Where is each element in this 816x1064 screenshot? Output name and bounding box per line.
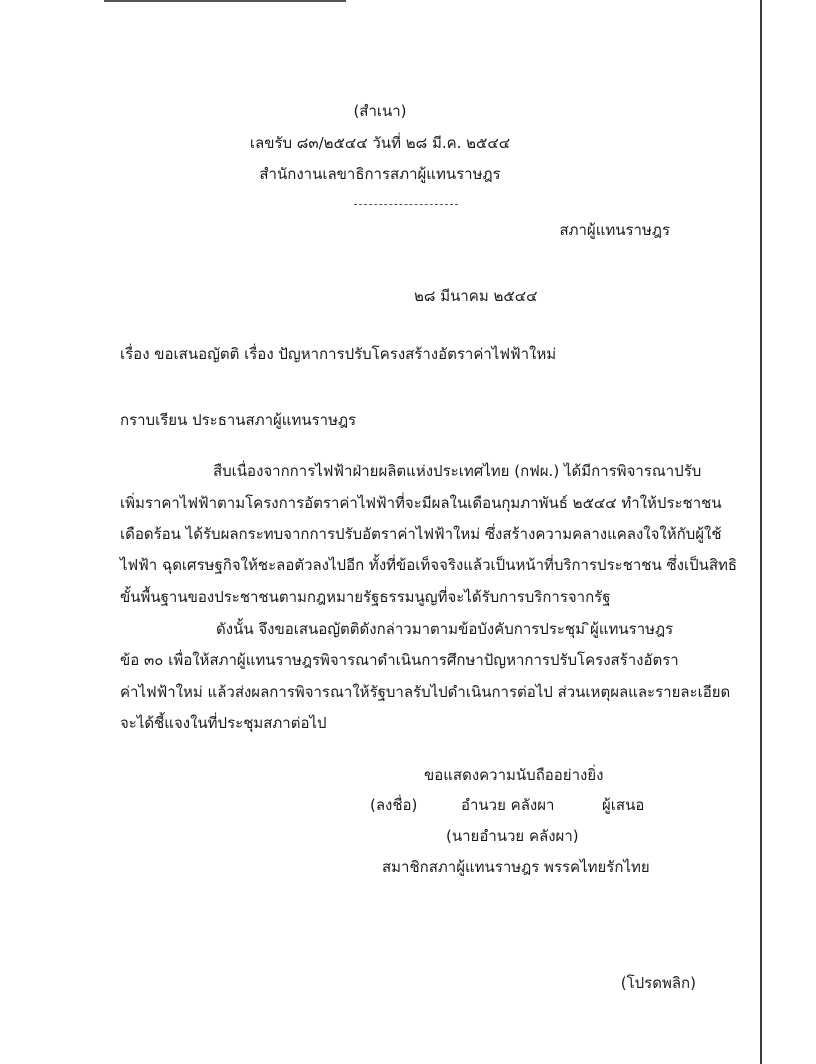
dashed-divider xyxy=(354,204,458,205)
paragraph1-line2: เพิ่มราคาไฟฟ้าตามโครงการอัตราค่าไฟฟ้าที่จะมีผลในเดือนกุมภาพันธ์ ๒๕๔๔ ทำให้ประชาชน xyxy=(120,494,722,512)
paragraph1-line5: ขั้นพื้นฐานของประชาชนตามกฎหมายรัฐธรรมนูญที่จะได้รับการบริการจากรัฐ xyxy=(120,588,611,606)
signature-label: (ลงชื่อ) xyxy=(370,796,418,814)
paragraph2-line4: จะได้ชี้แจงในที่ประชุมสภาต่อไป xyxy=(120,714,327,732)
paragraph1-line3: เดือดร้อน ได้รับผลกระทบจากการปรับอัตราค่าไฟฟ้าใหม่ ซึ่งสร้างความคลางแคลงใจให้กับผู้ใช้ xyxy=(120,525,722,543)
sender-name: สภาผู้แทนราษฎร xyxy=(559,221,670,239)
letter-date: ๒๘ มีนาคม ๒๕๔๔ xyxy=(414,287,538,305)
signer-position: สมาชิกสภาผู้แทนราษฎร พรรคไทยรักไทย xyxy=(382,858,650,876)
receiving-office: สำนักงานเลขาธิการสภาผู้แทนราษฎร xyxy=(259,165,501,183)
printed-name: (นายอำนวย คลังผา) xyxy=(446,827,579,845)
signer-name: อำนวย คลังผา xyxy=(461,796,555,814)
paragraph2-line2: ข้อ ๓๐ เพื่อให้สภาผู้แทนราษฎรพิจารณาดำเนินการศึกษาปัญหาการปรับโครงสร้างอัตรา xyxy=(120,651,679,669)
signer-role: ผู้เสนอ xyxy=(602,796,645,814)
closing-regards: ขอแสดงความนับถืออย่างยิ่ง xyxy=(424,766,604,784)
top-edge-rule xyxy=(104,0,346,2)
paragraph1-line4: ไฟฟ้า ฉุดเศรษฐกิจให้ชะลอตัวลงไปอีก ทั้งที่ข้อเท็จจริงแล้วเป็นหน้าที่บริการประชาชน ซึ่งเป็นสิทธิ xyxy=(120,556,738,574)
salutation: กราบเรียน ประธานสภาผู้แทนราษฎร xyxy=(120,411,357,429)
turn-over-note: (โปรดพลิก) xyxy=(620,974,696,992)
paragraph1-line1: สืบเนื่องจากการไฟฟ้าฝ่ายผลิตแห่งประเทศไทย (กฟผ.) ได้มีการพิจารณาปรับ xyxy=(213,462,702,480)
receipt-line: เลขรับ ๘๓/๒๕๔๔ วันที่ ๒๘ มี.ค. ๒๕๔๔ xyxy=(249,134,511,152)
paragraph2-line3: ค่าไฟฟ้าใหม่ แล้วส่งผลการพิจารณาให้รัฐบาลรับไปดำเนินการต่อไป ส่วนเหตุผลและรายละเอียด xyxy=(120,683,731,701)
paragraph2-line1: ดังนั้น จึงขอเสนอญัตติดังกล่าวมาตามข้อบังคับการประชุม ิผู้แทนราษฎร xyxy=(216,620,674,638)
page-edge-line xyxy=(760,0,762,1064)
subject-line: เรื่อง ขอเสนอญัตติ เรื่อง ปัญหาการปรับโครงสร้างอัตราค่าไฟฟ้าใหม่ xyxy=(120,345,557,363)
copy-mark: (สำเนา) xyxy=(353,102,407,120)
